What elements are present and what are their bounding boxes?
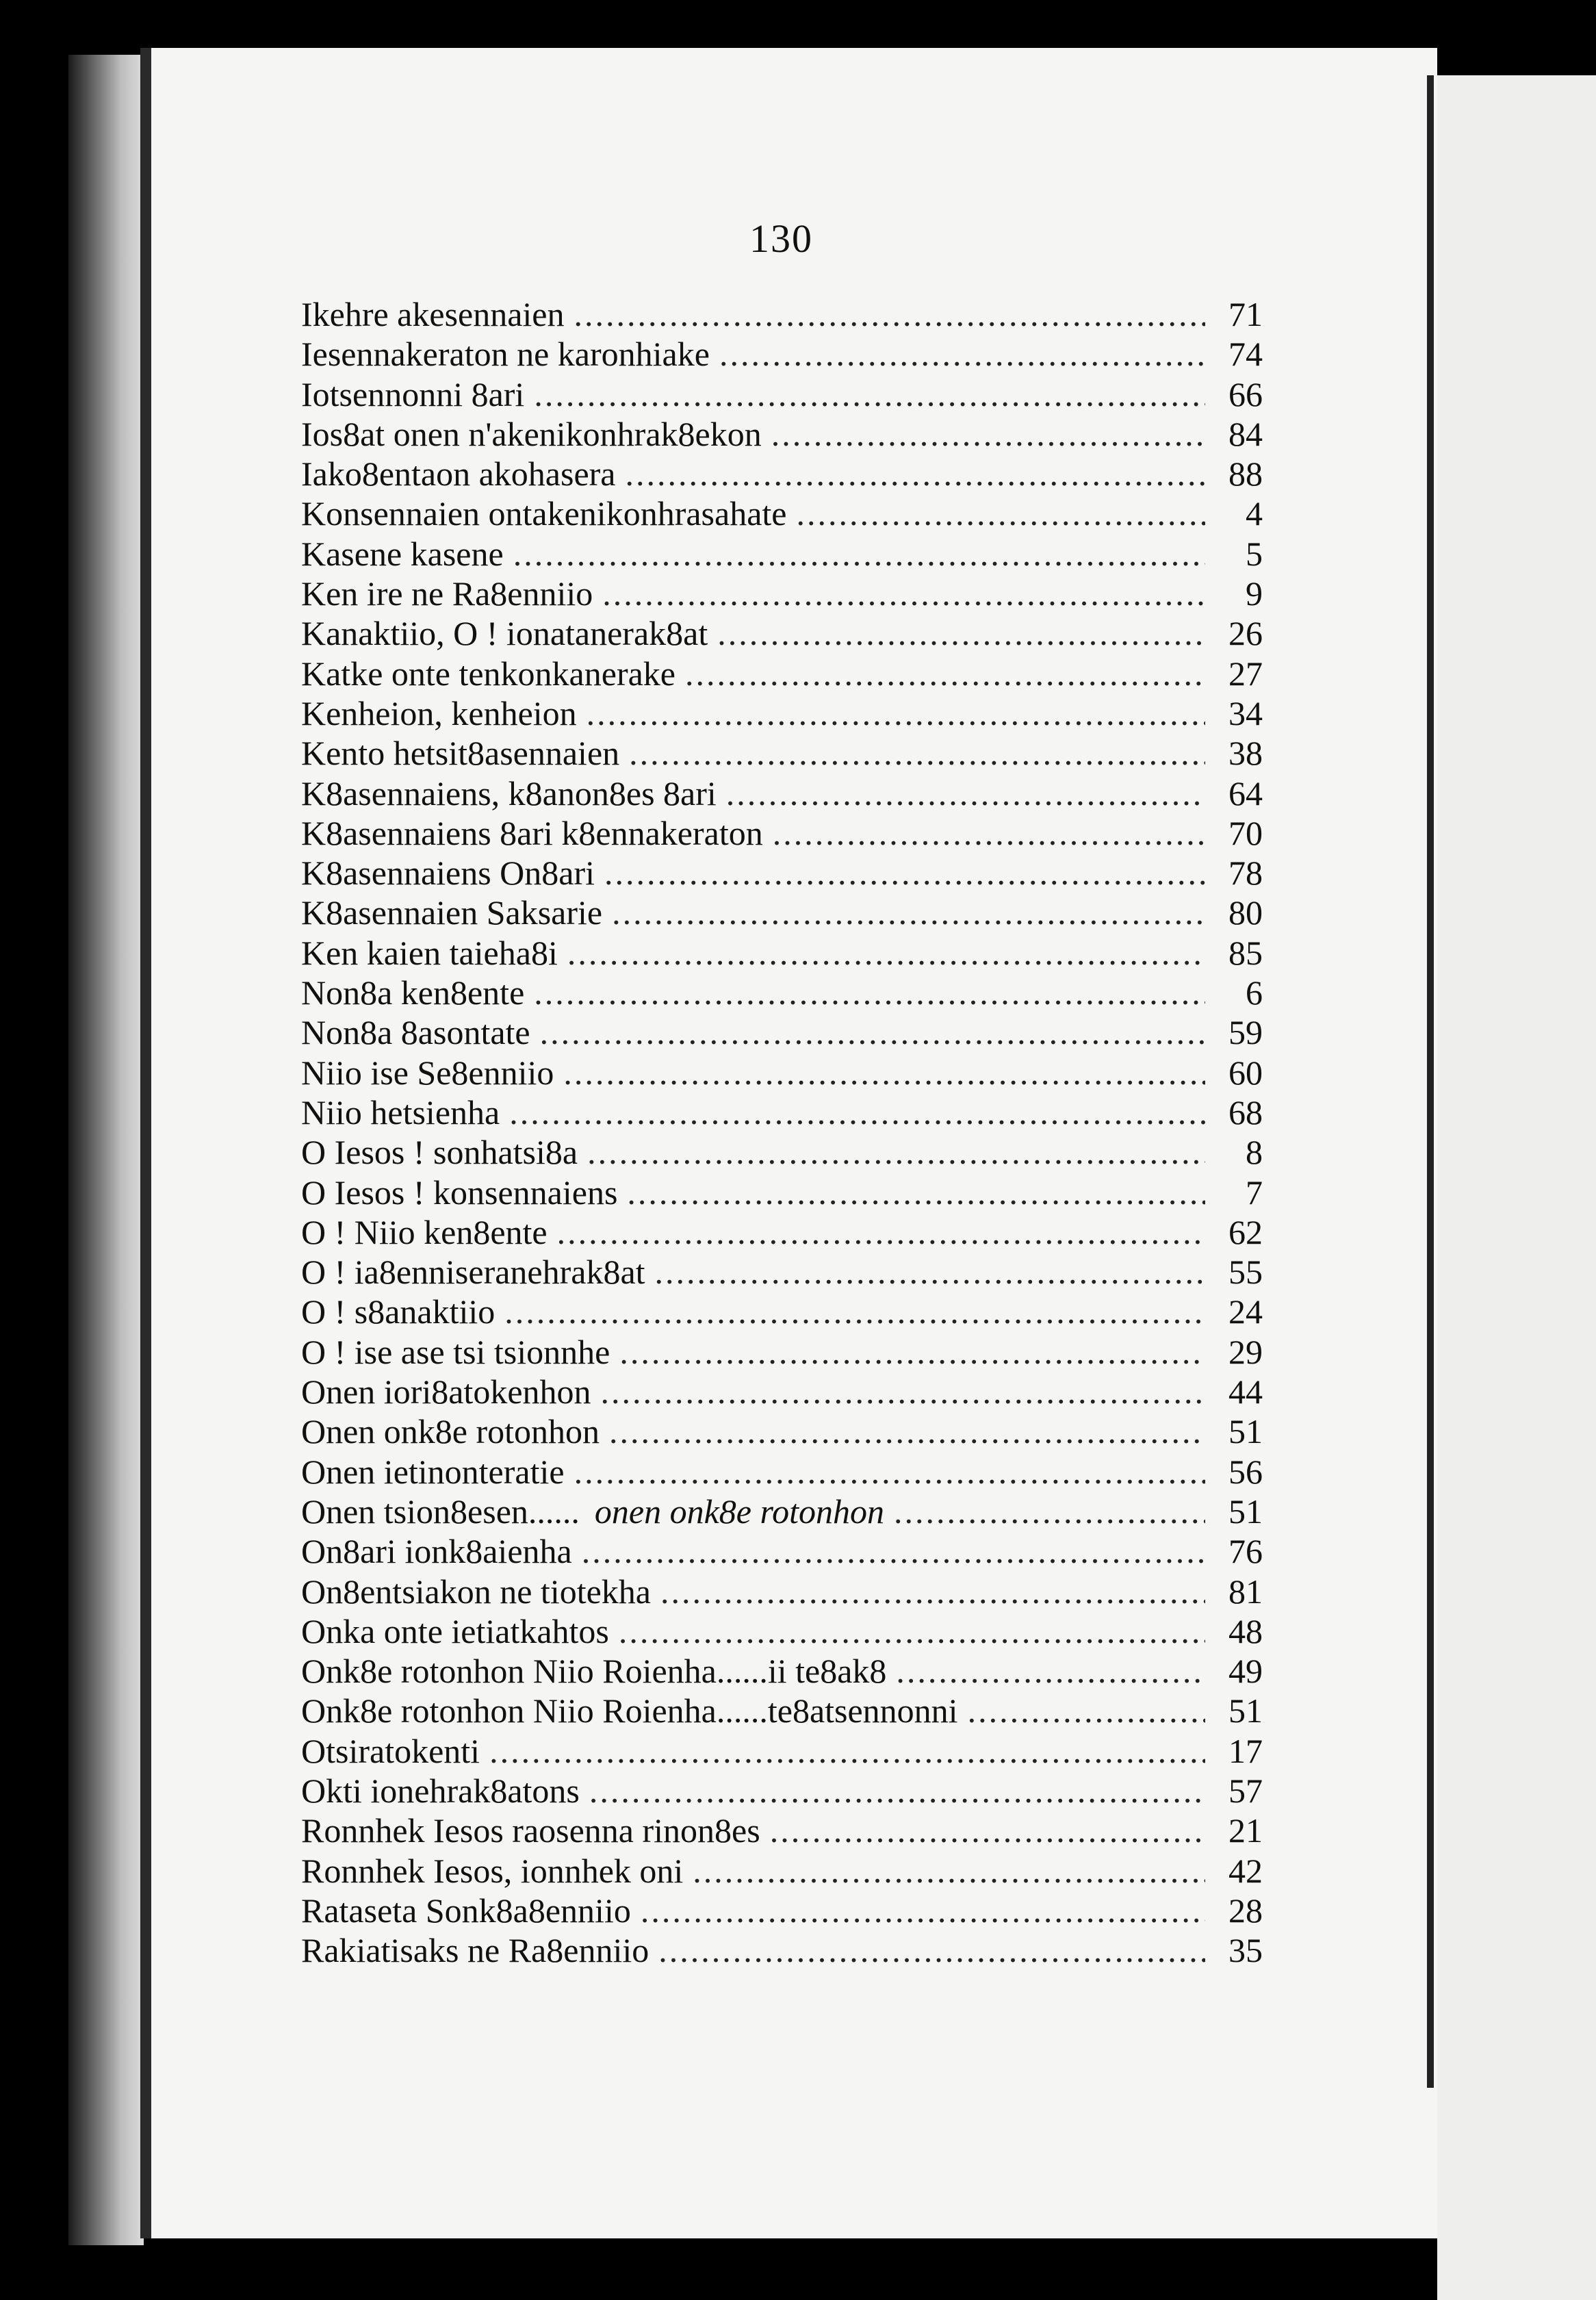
entry-title: O ! Niio ken8ente [301, 1212, 548, 1251]
entry-page-number: 56 [1228, 1452, 1263, 1491]
page-fold-edge [1427, 75, 1434, 2088]
entry-page-number: 51 [1228, 1492, 1263, 1531]
toc-entry [301, 774, 1263, 813]
entry-title: Okti ionehrak8atons [301, 1771, 580, 1810]
entry-title: O ! s8anaktiio [301, 1292, 495, 1331]
dot-leader [509, 1092, 1205, 1132]
page-number: 130 [749, 216, 813, 261]
toc-entry [301, 1411, 1263, 1451]
entry-page-number: 59 [1228, 1013, 1263, 1052]
dot-leader [609, 1411, 1205, 1451]
entry-page-number: 6 [1246, 973, 1263, 1012]
entry-title: O ! ise ase tsi tsionnhe [301, 1332, 610, 1371]
toc-entry [301, 1332, 1263, 1372]
toc-entry [301, 1292, 1263, 1331]
toc-entry [301, 1930, 1263, 1970]
toc-entry [301, 1651, 1263, 1691]
toc-entry [301, 1132, 1263, 1172]
dot-leader [587, 693, 1205, 733]
entry-title: Ios8at onen n'akenikonhrak8ekon [301, 414, 762, 453]
toc-entry [301, 574, 1263, 613]
toc-entry [301, 1092, 1263, 1132]
dot-leader [574, 294, 1206, 334]
toc-entry [301, 494, 1263, 533]
entry-page-number: 68 [1228, 1092, 1263, 1132]
book-binding [68, 55, 144, 2245]
entry-page-number: 26 [1228, 614, 1263, 653]
dot-leader [641, 1891, 1205, 1930]
toc-entry [301, 1452, 1263, 1492]
entry-title: Otsiratokenti [301, 1731, 480, 1770]
entry-title: Iesennakeraton ne karonhiake [301, 335, 710, 374]
entry-title: K8asennaien Saksarie [301, 893, 603, 932]
entry-title: Konsennaien ontakenikonhrasahate [301, 494, 787, 533]
entry-title: K8asennaiens, k8anon8es 8ari [301, 774, 717, 813]
dot-leader [567, 933, 1205, 973]
dot-leader [582, 1531, 1205, 1571]
entry-page-number: 48 [1228, 1611, 1263, 1650]
dot-leader [513, 534, 1205, 574]
entry-page-number: 84 [1228, 414, 1263, 453]
dot-leader [629, 733, 1205, 773]
toc-entry [301, 733, 1263, 773]
entry-title: Ronnhek Iesos, ionnhek oni [301, 1851, 684, 1890]
toc-entry [301, 853, 1263, 893]
entry-title: Onk8e rotonhon Niio Roienha......te8atsennonni [301, 1691, 958, 1730]
dot-leader [627, 1173, 1205, 1212]
toc-entry [301, 1012, 1263, 1052]
dot-leader [796, 494, 1205, 533]
dot-leader [589, 1771, 1205, 1811]
entry-title: Ken kaien taieha8i [301, 933, 558, 972]
dot-leader [719, 334, 1205, 374]
toc-entry [301, 654, 1263, 693]
table-of-contents [301, 294, 1263, 1970]
entry-page-number: 17 [1228, 1731, 1263, 1770]
dot-leader [534, 374, 1205, 414]
entry-title: Onk8e rotonhon Niio Roienha......ii te8ak8 [301, 1652, 887, 1691]
entry-page-number: 28 [1228, 1891, 1263, 1930]
dot-leader [612, 893, 1205, 932]
dot-leader [574, 1452, 1205, 1492]
toc-entry [301, 1811, 1263, 1850]
dot-leader [770, 1811, 1205, 1850]
entry-title: Non8a ken8ente [301, 973, 525, 1012]
entry-page-number: 62 [1228, 1212, 1263, 1251]
toc-entry [301, 1212, 1263, 1252]
dot-leader [685, 654, 1205, 693]
entry-page-number: 5 [1246, 534, 1263, 573]
toc-entry [301, 334, 1263, 374]
toc-entry [301, 374, 1263, 414]
dot-leader [896, 1651, 1205, 1691]
entry-title: Kanaktiio, O ! ionatanerak8at [301, 614, 708, 653]
toc-entry [301, 1252, 1263, 1292]
entry-page-number: 8 [1246, 1133, 1263, 1172]
toc-entry [301, 1731, 1263, 1771]
toc-entry [301, 414, 1263, 454]
toc-entry [301, 1851, 1263, 1891]
dot-leader [534, 973, 1205, 1012]
entry-page-number: 27 [1228, 654, 1263, 693]
entry-page-number: 88 [1228, 455, 1263, 494]
entry-title: Onen tsion8esen...... [301, 1492, 580, 1531]
entry-page-number: 7 [1246, 1173, 1263, 1212]
dot-leader [726, 774, 1205, 813]
entry-title: O Iesos ! konsennaiens [301, 1173, 618, 1212]
entry-title: Niio hetsienha [301, 1092, 500, 1132]
toc-entry [301, 294, 1263, 334]
entry-title: Niio ise Se8enniio [301, 1053, 554, 1092]
entry-title: K8asennaiens 8ari k8ennakeraton [301, 813, 763, 852]
toc-entry [301, 1891, 1263, 1930]
entry-title: Onen onk8e rotonhon [301, 1412, 600, 1451]
entry-page-number: 70 [1228, 813, 1263, 852]
entry-title: Kenheion, kenheion [301, 693, 577, 732]
toc-entry [301, 1771, 1263, 1811]
dot-leader [540, 1012, 1205, 1052]
entry-page-number: 66 [1228, 374, 1263, 413]
entry-title: Ikehre akesennaien [301, 295, 565, 333]
dot-leader [557, 1212, 1205, 1252]
entry-title: Onka onte ietiatkahtos [301, 1611, 609, 1650]
entry-page-number: 74 [1228, 335, 1263, 374]
toc-entry [301, 1611, 1263, 1651]
dot-leader [602, 574, 1205, 613]
entry-title: Onen ietinonteratie [301, 1452, 565, 1491]
entry-note: onen onk8e rotonhon [594, 1492, 884, 1531]
entry-title: K8asennaiens On8ari [301, 854, 595, 893]
entry-title: Rakiatisaks ne Ra8enniio [301, 1931, 649, 1970]
dot-leader [660, 1572, 1205, 1611]
entry-page-number: 49 [1228, 1652, 1263, 1691]
toc-entry [301, 1572, 1263, 1611]
toc-entry [301, 1372, 1263, 1411]
toc-entry [301, 454, 1263, 494]
entry-page-number: 64 [1228, 774, 1263, 813]
entry-title: Iako8entaon akohasera [301, 455, 616, 494]
dot-leader [626, 454, 1206, 494]
entry-page-number: 44 [1228, 1372, 1263, 1411]
dot-leader [504, 1292, 1205, 1331]
toc-entry [301, 1053, 1263, 1092]
toc-entry [301, 893, 1263, 932]
entry-title: Ken ire ne Ra8enniio [301, 574, 593, 613]
entry-title: Kasene kasene [301, 534, 504, 573]
entry-title: Rataseta Sonk8a8enniio [301, 1891, 631, 1930]
entry-title: On8ari ionk8aienha [301, 1532, 572, 1571]
entry-page-number: 34 [1228, 693, 1263, 732]
dot-leader [773, 813, 1205, 853]
gutter-shadow [140, 48, 151, 2238]
toc-entry [301, 813, 1263, 853]
entry-page-number: 71 [1228, 295, 1263, 333]
entry-page-number: 80 [1228, 893, 1263, 932]
entry-page-number: 9 [1246, 574, 1263, 613]
dot-leader [968, 1691, 1205, 1730]
entry-page-number: 35 [1228, 1931, 1263, 1970]
entry-title: Onen iori8atokenhon [301, 1372, 591, 1411]
entry-page-number: 42 [1228, 1851, 1263, 1890]
toc-entry [301, 1173, 1263, 1212]
dot-leader [894, 1492, 1205, 1531]
dot-leader [658, 1930, 1205, 1970]
entry-page-number: 78 [1228, 854, 1263, 893]
entry-page-number: 38 [1228, 734, 1263, 773]
entry-title: Non8a 8asontate [301, 1013, 530, 1052]
entry-page-number: 57 [1228, 1771, 1263, 1810]
entry-title: On8entsiakon ne tiotekha [301, 1572, 651, 1611]
entry-title: O ! ia8enniseranehrak8at [301, 1253, 645, 1292]
facing-page-edge [1437, 75, 1596, 2300]
dot-leader [587, 1132, 1205, 1172]
entry-page-number: 51 [1228, 1412, 1263, 1451]
toc-entry [301, 1531, 1263, 1571]
entry-title: O Iesos ! sonhatsi8a [301, 1133, 578, 1172]
dot-leader [693, 1851, 1205, 1891]
dot-leader [563, 1053, 1205, 1092]
entry-page-number: 81 [1228, 1572, 1263, 1611]
entry-page-number: 4 [1246, 494, 1263, 533]
entry-page-number: 29 [1228, 1332, 1263, 1371]
dot-leader [717, 613, 1205, 653]
dot-leader [771, 414, 1205, 454]
toc-entry [301, 973, 1263, 1012]
entry-title: Katke onte tenkonkanerake [301, 654, 675, 693]
entry-title: Iotsennonni 8ari [301, 374, 525, 413]
dot-leader [655, 1252, 1205, 1292]
entry-page-number: 55 [1228, 1253, 1263, 1292]
dot-leader [604, 853, 1205, 893]
entry-page-number: 21 [1228, 1811, 1263, 1850]
dot-leader [619, 1611, 1205, 1651]
entry-page-number: 51 [1228, 1691, 1263, 1730]
dot-leader [619, 1332, 1205, 1372]
entry-page-number: 85 [1228, 933, 1263, 972]
entry-page-number: 76 [1228, 1532, 1263, 1571]
dot-leader [601, 1372, 1205, 1411]
toc-entry [301, 613, 1263, 653]
toc-entry [301, 933, 1263, 973]
entry-title: Ronnhek Iesos raosenna rinon8es [301, 1811, 760, 1850]
toc-entry [301, 534, 1263, 574]
entry-title: Kento hetsit8asennaien [301, 734, 620, 773]
toc-entry [301, 693, 1263, 733]
toc-entry [301, 1691, 1263, 1730]
dot-leader [489, 1731, 1205, 1771]
entry-page-number: 24 [1228, 1292, 1263, 1331]
toc-entry [301, 1492, 1263, 1531]
entry-page-number: 60 [1228, 1053, 1263, 1092]
